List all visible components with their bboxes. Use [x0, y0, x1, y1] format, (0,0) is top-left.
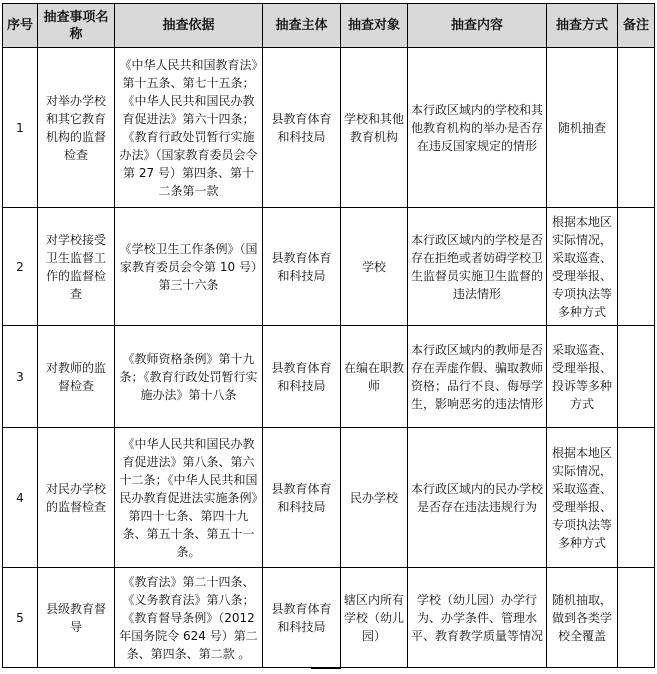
table-row — [3, 208, 655, 326]
cell-item-name: 对教师的监督检查 — [38, 326, 115, 428]
cell-remark — [618, 428, 655, 568]
spot-check-table — [2, 3, 655, 668]
header-method: 抽查方式 — [547, 4, 618, 48]
cell-subject: 县教育体育和科技局 — [263, 208, 341, 326]
cell-method: 采取巡查、受理举报、投诉等多种方式 — [547, 326, 618, 428]
header-item-name: 抽查事项名称 — [38, 4, 115, 48]
cell-subject: 县教育体育和科技局 — [263, 326, 341, 428]
cell-content: 本行政区域内的学校和其他教育机构的举办是否存在违反国家规定的情形 — [408, 48, 547, 208]
cell-seq: 5 — [3, 568, 38, 668]
cell-basis: 《学校卫生工作条例》（国家教育委员会令第 10 号）第三十六条 — [115, 208, 263, 326]
cell-basis: 《教师资格条例》第十九条；《教育行政处罚暂行实施办法》第十八条 — [115, 326, 263, 428]
cell-seq: 1 — [3, 48, 38, 208]
cell-subject: 县教育体育和科技局 — [263, 428, 341, 568]
cell-object: 学校和其他教育机构 — [341, 48, 408, 208]
table-row — [3, 326, 655, 428]
table-row — [3, 568, 655, 668]
cell-method: 随机抽查 — [547, 48, 618, 208]
cell-method: 根据本地区实际情况，采取巡查、受理举报、专项执法等多种方式 — [547, 428, 618, 568]
cell-item-name: 对学校接受卫生监督工作的监督检查 — [38, 208, 115, 326]
header-row — [3, 4, 655, 48]
cell-basis: 《中华人民共和国民办教育促进法》第八条、第六十二条；《中华人民共和国民办教育促进法实施条例》第四十七条、第四十九条、第五十条、第五十一条。 — [115, 428, 263, 568]
cell-basis: 《教育法》第二十四条、《义务教育法》第八条；《教育督导条例》（2012 年国务院令 624 号）第二条、第四条、第二款 。 — [115, 568, 263, 668]
table-row — [3, 428, 655, 568]
cell-remark — [618, 326, 655, 428]
header-remark: 备注 — [618, 4, 655, 48]
cell-content: 本行政区域内的学校是否存在拒绝或者妨碍学校卫生监督员实施卫生监督的违法情形 — [408, 208, 547, 326]
cell-item-name: 县级教育督导 — [38, 568, 115, 668]
header-basis: 抽查依据 — [115, 4, 263, 48]
cell-subject: 县教育体育和科技局 — [263, 48, 341, 208]
cell-object: 民办学校 — [341, 428, 408, 568]
cell-seq: 3 — [3, 326, 38, 428]
cell-object: 学校 — [341, 208, 408, 326]
cell-content: 本行政区域内的民办学校是否存在违法违规行为 — [408, 428, 547, 568]
cell-remark — [618, 208, 655, 326]
header-seq: 序号 — [3, 4, 38, 48]
cell-item-name: 对民办学校的监督检查 — [38, 428, 115, 568]
cell-method: 随机抽取，做到各类学校全覆盖 — [547, 568, 618, 668]
footer-underline — [311, 668, 341, 669]
header-content: 抽查内容 — [408, 4, 547, 48]
header-object: 抽查对象 — [341, 4, 408, 48]
cell-subject: 县教育体育和科技局 — [263, 568, 341, 668]
cell-method: 根据本地区实际情况，采取巡查、受理举报、专项执法等多种方式 — [547, 208, 618, 326]
cell-basis: 《中华人民共和国教育法》第十五条、第七十五条；《中华人民共和国民办教育促进法》第六十四条；《教育行政处罚暂行实施办法》（国家教育委员会令第 27 号）第四条、第十二条第一款 — [115, 48, 263, 208]
table-row — [3, 48, 655, 208]
cell-remark — [618, 48, 655, 208]
cell-seq: 2 — [3, 208, 38, 326]
cell-object: 辖区内所有学校（幼儿园） — [341, 568, 408, 668]
cell-item-name: 对举办学校和其它教育机构的监督检查 — [38, 48, 115, 208]
cell-content: 学校（幼儿园）办学行为、办学条件、管理水平、教育教学质量等情况 — [408, 568, 547, 668]
cell-remark — [618, 568, 655, 668]
cell-content: 本行政区域内的教师是否存在弄虚作假、骗取教师资格；品行不良、侮辱学生，影响恶劣的违法情形 — [408, 326, 547, 428]
cell-object: 在编在职教师 — [341, 326, 408, 428]
cell-seq: 4 — [3, 428, 38, 568]
header-subject: 抽查主体 — [263, 4, 341, 48]
